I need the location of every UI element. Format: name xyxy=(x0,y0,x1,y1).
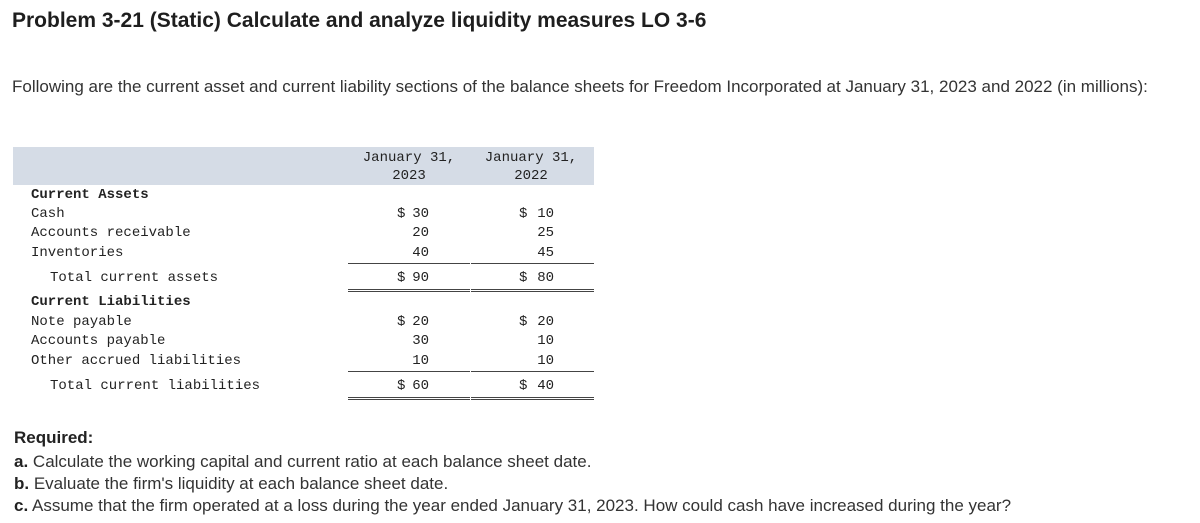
note-payable-label: Note payable xyxy=(31,314,132,330)
total-rule-2023-liabilities xyxy=(348,397,470,400)
other-accrued-liabilities-label: Other accrued liabilities xyxy=(31,353,242,369)
total-rule-2023-assets xyxy=(348,289,470,292)
required-item-a: a. Calculate the working capital and current ratio at each balance sheet date. xyxy=(14,452,592,471)
subtotal-rule-2023-liabilities xyxy=(348,371,470,372)
required-item-b: b. Evaluate the firm's liquidity at each balance sheet date. xyxy=(14,474,449,493)
accounts-payable-label: Accounts payable xyxy=(31,333,166,349)
accounts-receivable-label: Accounts receivable xyxy=(31,225,191,241)
inventories-label: Inventories xyxy=(31,245,124,261)
total-rule-2022-assets xyxy=(471,289,594,292)
current-assets-heading: Current Assets xyxy=(31,187,149,203)
problem-title: Problem 3-21 (Static) Calculate and analyze liquidity measures LO 3-6 xyxy=(12,9,707,32)
intro-paragraph: Following are the current asset and current liability sections of the balance sheets for Freedom Incorporated at January 31, 2023 and 2022 (in millions): xyxy=(12,77,1148,96)
column-header-2022-line1: January 31, xyxy=(484,150,578,166)
column-header-2023-line2: 2023 xyxy=(392,168,426,184)
required-item-c: c. Assume that the firm operated at a loss during the year ended January 31, 2023. How could cash have increased during the year? xyxy=(14,496,1012,515)
cash-label: Cash xyxy=(31,206,65,222)
column-header-2022-line2: 2022 xyxy=(514,168,548,184)
subtotal-rule-2023-assets xyxy=(348,263,470,264)
subtotal-rule-2022-liabilities xyxy=(471,371,594,372)
column-header-2023 xyxy=(350,149,468,185)
current-liabilities-heading: Current Liabilities xyxy=(31,294,191,310)
required-heading: Required: xyxy=(14,428,94,447)
total-current-liabilities-label: Total current liabilities xyxy=(50,378,261,394)
total-current-assets-label: Total current assets xyxy=(50,270,219,286)
subtotal-rule-2022-assets xyxy=(471,263,594,264)
total-rule-2022-liabilities xyxy=(471,397,594,400)
column-header-2022 xyxy=(472,149,590,185)
column-header-2023-line1: January 31, xyxy=(362,150,456,166)
